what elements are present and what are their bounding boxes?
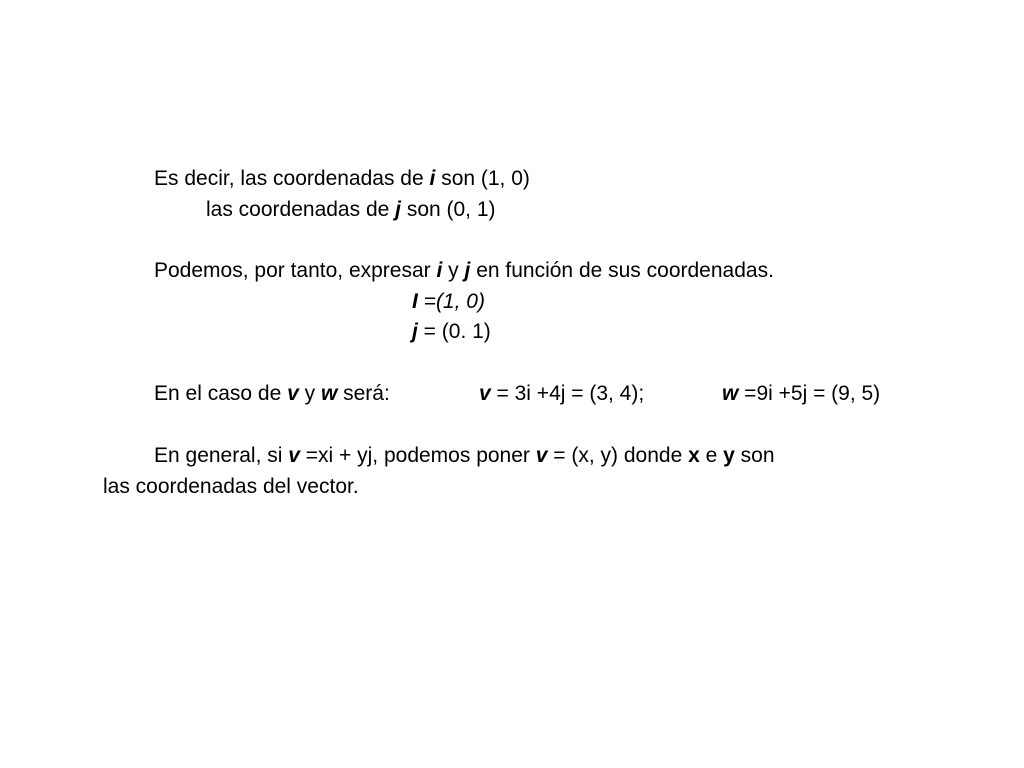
vector-v: v <box>535 444 548 467</box>
vector-v: v <box>288 444 300 467</box>
text: son (0, 1) <box>400 198 496 221</box>
text: =xi + yj, podemos poner <box>299 444 536 467</box>
text: =9i +5j = (9, 5) <box>738 382 881 405</box>
vector-j: j <box>412 320 418 343</box>
line-i-equals <box>412 290 485 314</box>
text: Es decir, las coordenadas de <box>154 167 430 190</box>
text: En general, si <box>154 444 289 467</box>
text: = (0. 1) <box>417 320 491 343</box>
text: y <box>298 382 321 405</box>
line-coordinates-i <box>154 167 530 191</box>
vector-v: v <box>479 382 491 405</box>
coordinate-x: x <box>688 444 700 467</box>
text: = (x, y) donde <box>547 444 689 467</box>
line-express-ij <box>154 259 774 283</box>
text: son <box>734 444 775 467</box>
text: =(1, 0) <box>417 290 485 313</box>
text: las coordenadas del vector. <box>103 475 359 498</box>
vector-j: j <box>395 198 401 221</box>
line-vector-coordinates <box>103 475 359 499</box>
vector-w: w <box>320 382 338 405</box>
line-coordinates-j <box>206 198 496 222</box>
coordinate-y: y <box>723 444 735 467</box>
line-general-case <box>154 444 775 468</box>
text: = 3i +4j = (3, 4); <box>490 382 645 405</box>
vector-i: i <box>429 167 436 190</box>
vector-v: v <box>287 382 299 405</box>
vector-i: i <box>436 259 443 282</box>
text: e <box>699 444 724 467</box>
line-case-v-w <box>154 382 390 406</box>
line-j-equals <box>412 320 491 344</box>
vector-w: w <box>722 382 739 405</box>
text: será: <box>337 382 390 405</box>
text: las coordenadas de <box>206 198 396 221</box>
text: Podemos, por tanto, expresar <box>154 259 437 282</box>
vector-i: I <box>412 290 418 313</box>
text: en función de sus coordenadas. <box>470 259 774 282</box>
text: y <box>442 259 465 282</box>
equation-v <box>479 382 644 406</box>
vector-j: j <box>464 259 471 282</box>
text: son (1, 0) <box>435 167 530 190</box>
text: En el caso de <box>154 382 288 405</box>
equation-w <box>722 382 880 406</box>
